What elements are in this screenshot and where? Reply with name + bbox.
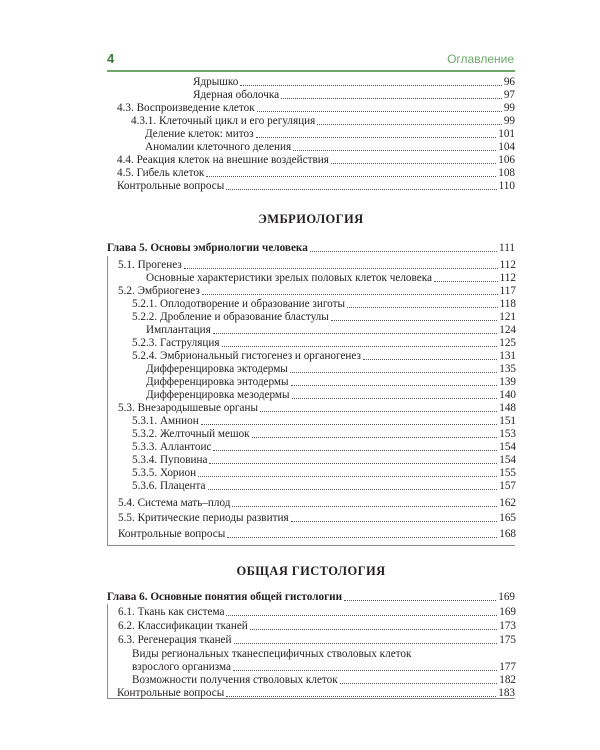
toc-entry-page: 175 [499,634,516,646]
toc-entry-page: 169 [499,606,516,618]
toc-leader [317,124,502,125]
toc-leader [257,111,502,112]
toc-leader [252,437,498,438]
toc-leader [226,696,496,697]
toc-leader [201,424,498,425]
toc-leader [256,137,497,138]
toc-entry[interactable] [108,285,516,298]
toc-entry[interactable] [108,441,516,454]
toc-leader [250,629,497,630]
toc-entry-title: 6.1. Ткань как система [118,606,225,618]
toc-leader [344,600,496,601]
toc-entry-page: 168 [499,528,516,540]
toc-entry[interactable] [107,89,515,102]
toc-entry-title: 5.2. Эмбриогенез [118,285,200,297]
toc-entry[interactable] [108,467,516,480]
toc-entry-page: 183 [498,687,515,699]
toc-entry-page: 177 [499,661,516,673]
toc-entry[interactable] [108,512,516,525]
toc-entry-title: Ядрышко [193,76,239,88]
toc-entry-title: Дифференцировка мезодермы [146,389,290,401]
toc-entry-page: 125 [499,337,516,349]
toc-chapter-title: Глава 6. Основные понятия общей гистологии [107,591,343,603]
toc-leader [260,411,497,412]
toc-entry[interactable] [108,661,516,674]
toc-leader [208,489,498,490]
toc-entry-title: Контрольные вопросы [117,687,225,699]
toc-entry[interactable] [108,376,516,389]
toc-entry-page: 131 [499,350,516,362]
toc-leader [240,85,501,86]
toc-entry-page: 157 [499,480,516,492]
toc-entry[interactable] [108,454,516,467]
toc-entry-page: 154 [499,441,516,453]
toc-chapter-5[interactable] [107,242,515,255]
toc-entry-title: 5.3.3. Аллантоис [132,441,212,453]
toc-entry-page: 182 [499,674,516,686]
toc-leader [291,385,498,386]
toc-entry-page: 165 [499,512,516,524]
toc-entry-page: 153 [499,428,516,440]
toc-leader [331,320,497,321]
toc-entry[interactable] [108,606,516,619]
toc-chapter-6-list [107,604,515,699]
toc-leader [291,521,498,522]
toc-entry-title: 5.4. Система мать–плод [118,497,231,509]
toc-leader [233,670,497,671]
toc-entry-line [108,648,516,661]
toc-entry[interactable] [107,687,515,700]
toc-leader [213,333,497,334]
toc-entry-page: 112 [499,259,516,271]
toc-entry[interactable] [108,480,516,493]
toc-leader [227,537,497,538]
toc-entry[interactable] [108,620,516,633]
toc-entry[interactable] [107,167,515,180]
toc-entry-title: 5.5. Критические периоды развития [118,512,289,524]
toc-chapter-5-list [107,256,515,546]
page-number: 4 [107,51,115,66]
toc-leader [363,359,497,360]
toc-entry-title: Контрольные вопросы [117,180,225,192]
toc-entry-title: Имплантация [146,324,211,336]
toc-entry[interactable] [108,298,516,311]
toc-entry-page: 173 [499,620,516,632]
toc-entry-page: 155 [499,467,516,479]
toc-entry-title: Деление клеток: митоз [145,128,254,140]
toc-entry[interactable] [108,415,516,428]
toc-entry-title: 4.5. Гибель клеток [117,167,205,179]
toc-chapter-page: 169 [498,591,515,603]
toc-entry-page: 101 [498,128,515,140]
toc-entry[interactable] [108,497,516,510]
toc-entry-title: 5.2.1. Оплодотворение и образование зиготы [132,298,345,310]
section-title-general-histology: ОБЩАЯ ГИСТОЛОГИЯ [236,564,386,578]
toc-entry-title: Дифференцировка эктодермы [146,363,288,375]
toc-entry-page: 96 [503,76,515,88]
toc-entry-title: 5.3. Внезародышевые органы [118,402,258,414]
toc-leader [234,643,498,644]
toc-entry-title: Виды региональных тканеспецифичных стволовых клеток [132,648,412,660]
toc-entry-page: 162 [499,497,516,509]
toc-entry[interactable] [108,389,516,402]
toc-leader [331,163,496,164]
toc-entry-title: Дифференцировка энтодермы [146,376,289,388]
toc-entry-page: 99 [503,115,515,127]
toc-entry[interactable] [107,76,515,89]
toc-entry[interactable] [107,115,515,128]
toc-top-list [107,76,515,196]
toc-entry-page: 148 [499,402,516,414]
toc-entry[interactable] [108,272,516,285]
toc-entry-page: 99 [503,102,515,114]
toc-entry[interactable] [108,363,516,376]
toc-leader [226,615,497,616]
toc-entry[interactable] [108,528,516,541]
toc-entry-title: 5.2.4. Эмбриональный гистогенез и органогенез [132,350,361,362]
toc-entry-page: 135 [499,363,516,375]
toc-entry-page: 106 [498,154,515,166]
toc-entry-page: 108 [498,167,515,179]
toc-entry-title: взрослого организма [132,661,231,673]
toc-entry-title: 5.3.2. Желточный мешок [132,428,250,440]
header-rule [107,70,515,72]
toc-entry[interactable] [108,402,516,415]
toc-leader [184,268,498,269]
toc-entry[interactable] [108,311,516,324]
section-title-embryology: ЭМБРИОЛОГИЯ [258,212,364,226]
toc-entry-page: 97 [503,89,515,101]
toc-entry[interactable] [108,674,516,687]
toc-entry[interactable] [108,324,516,337]
toc-entry-page: 118 [499,298,516,310]
toc-chapter-6[interactable] [107,591,515,604]
toc-leader [209,463,497,464]
toc-entry-page: 151 [499,415,516,427]
toc-entry-title: Ядерная оболочка [193,89,280,101]
toc-chapter-page: 111 [499,242,515,254]
running-head: Оглавление [447,52,514,66]
toc-leader [293,150,496,151]
toc-entry[interactable] [107,102,515,115]
toc-leader [222,346,498,347]
toc-entry-title: 4.3.1. Клеточный цикл и его регуляция [131,115,316,127]
toc-entry-title: 4.3. Воспроизведение клеток [117,102,255,114]
toc-entry-title: 5.2.2. Дробление и образование бластулы [132,311,329,323]
toc-entry-page: 140 [499,389,516,401]
toc-leader [347,307,498,308]
toc-entry-title: Аномалии клеточного деления [145,141,292,153]
toc-leader [290,372,497,373]
toc-entry-page: 124 [499,324,516,336]
toc-entry-page: 139 [499,376,516,388]
toc-leader [232,506,497,507]
toc-entry[interactable] [108,350,516,363]
toc-leader [281,98,502,99]
toc-entry[interactable] [108,428,516,441]
toc-entry-title: 6.2. Классификации тканей [118,620,248,632]
toc-entry-title: 5.3.6. Плацента [132,480,206,492]
toc-leader [198,476,497,477]
toc-entry[interactable] [107,141,515,154]
toc-leader [310,251,497,252]
toc-leader [434,281,498,282]
toc-entry-page: 154 [499,454,516,466]
toc-leader [213,450,497,451]
toc-entry-title: 5.3.1. Амнион [132,415,199,427]
toc-entry[interactable] [107,154,515,167]
toc-leader [206,176,496,177]
toc-entry-page: 121 [499,311,516,323]
toc-leader [202,294,498,295]
toc-entry-title: 5.1. Прогенез [118,259,182,271]
toc-chapter-title: Глава 5. Основы эмбриологии человека [107,242,308,254]
toc-entry-title: Контрольные вопросы [118,528,226,540]
toc-entry-title: 6.3. Регенерация тканей [118,634,232,646]
toc-entry[interactable] [108,634,516,647]
toc-entry-page: 104 [498,141,515,153]
toc-entry[interactable] [107,180,515,193]
toc-leader [226,189,496,190]
toc-entry-page: 117 [499,285,516,297]
toc-entry-title: 5.3.5. Хорион [132,467,197,479]
toc-entry-page: 112 [499,272,516,284]
toc-entry-title: Возможности получения стволовых клеток [132,674,338,686]
toc-entry-title: 4.4. Реакция клеток на внешние воздействия [117,154,329,166]
toc-leader [292,398,498,399]
toc-entry[interactable] [108,259,516,272]
toc-entry-title: Основные характеристики зрелых половых клеток человека [146,272,432,284]
toc-entry[interactable] [108,337,516,350]
toc-leader [340,683,498,684]
toc-entry-page: 110 [498,180,515,192]
toc-entry-title: 5.2.3. Гаструляция [132,337,220,349]
toc-entry-title: 5.3.4. Пуповина [132,454,208,466]
toc-entry[interactable] [107,128,515,141]
